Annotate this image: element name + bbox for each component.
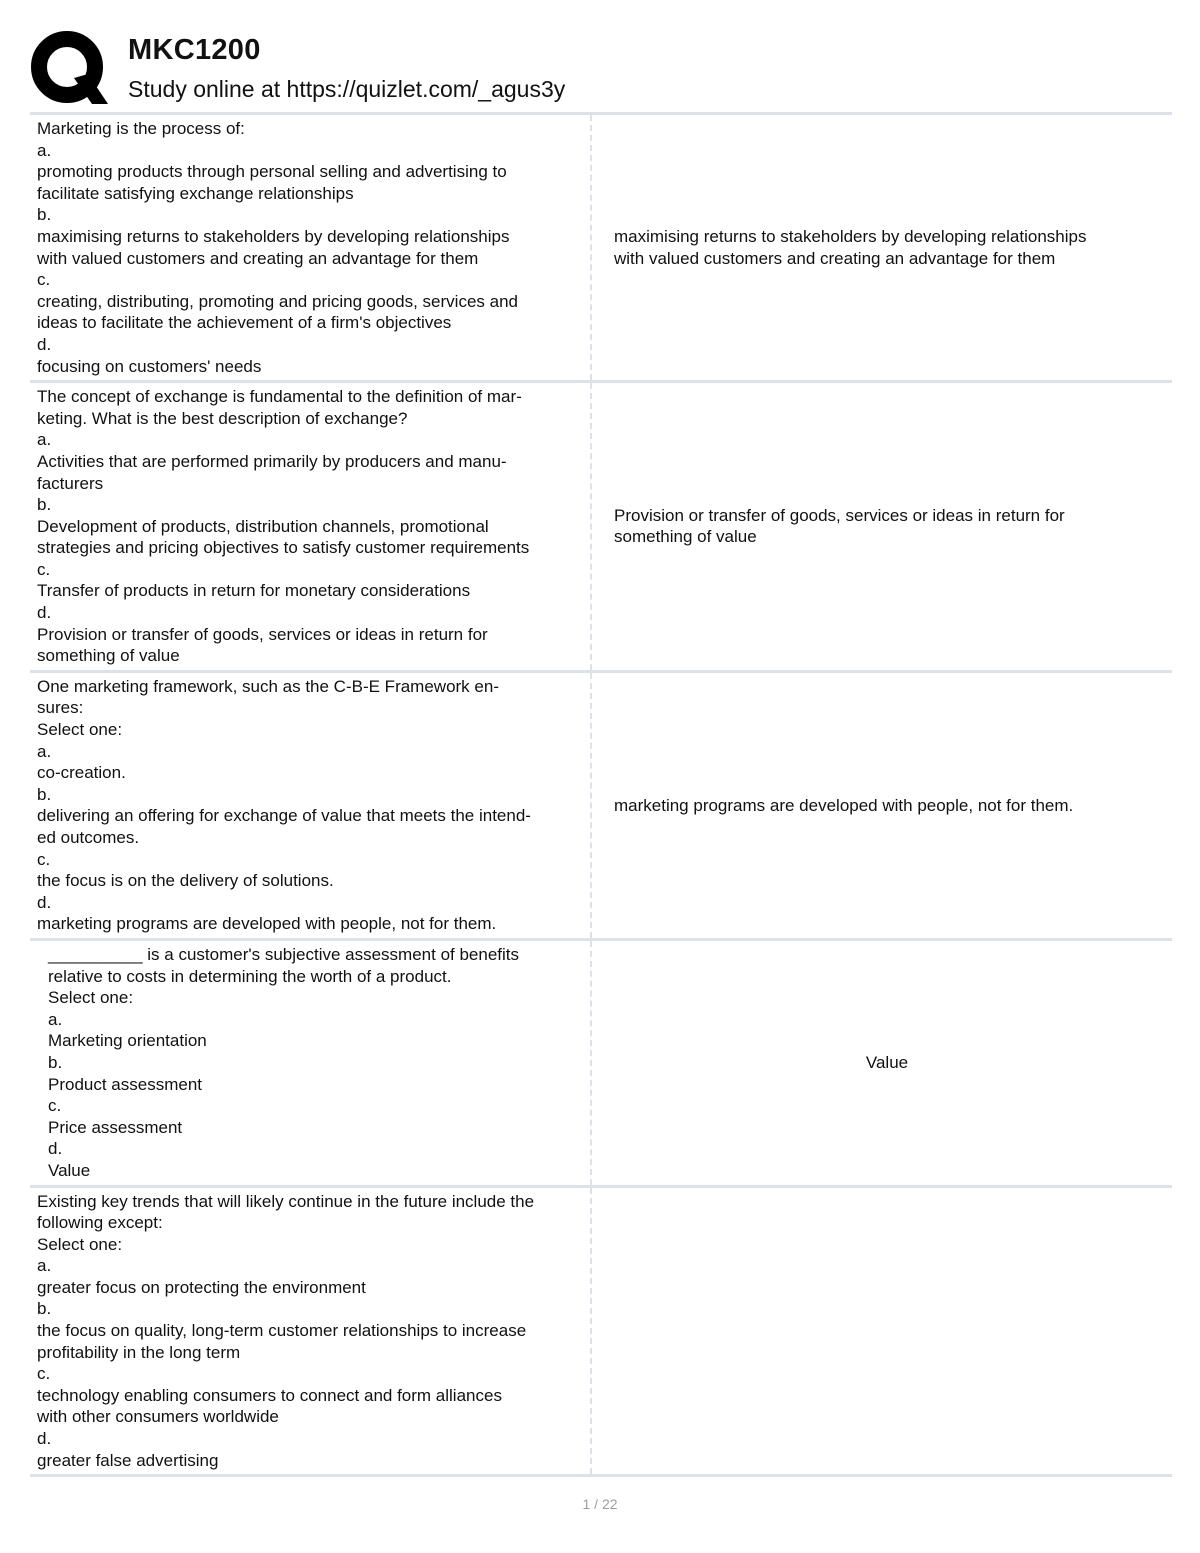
answer-cell [592,115,1172,380]
question-line: Product assessment [48,1074,203,1094]
question-line: b. [37,495,52,515]
question-line: with valued customers and creating an advantage for them [37,248,479,268]
answer-line: maximising returns to stakeholders by developing relationships [614,226,1087,246]
question-line: Select one: [37,720,123,740]
question-line: a. [37,140,52,160]
quizlet-logo-icon [30,30,108,108]
question-line: a. [48,1009,63,1029]
question-line: c. [37,270,51,290]
question-line: marketing programs are developed with people, not for them. [37,914,497,934]
page-indicator: 1 / 22 [582,1496,618,1512]
question-line: greater false advertising [37,1450,219,1470]
question-line: Activities that are performed primarily by producers and manu- [37,451,507,471]
question-line: strategies and pricing objectives to satisfy customer requirements [37,538,530,558]
question-line: delivering an offering for exchange of value that meets the intend- [37,806,531,826]
question-line: One marketing framework, such as the C-B-E Framework en- [37,676,499,696]
flashcard-table [30,112,1172,1477]
document-title: MKC1200 [128,34,261,66]
question-line: facilitate satisfying exchange relationships [37,183,354,203]
flashcard-row [30,941,1172,1188]
question-line: d. [37,892,52,912]
question-line: a. [37,430,52,450]
question-line: The concept of exchange is fundamental to the definition of mar- [37,387,522,407]
question-line: d. [37,603,52,623]
question-cell [30,115,592,380]
question-line: with other consumers worldwide [37,1407,279,1427]
document-header [30,30,1172,110]
answer-cell [592,1188,1172,1475]
study-online-link-text: Study online at https://quizlet.com/_agus3y [128,76,566,102]
question-line: a. [37,1256,52,1276]
question-line: Price assessment [48,1117,183,1137]
question-cell [30,673,592,938]
flashcard-row [30,383,1172,673]
question-line: Select one: [37,1234,123,1254]
question-line: something of value [37,646,180,666]
question-line: ideas to facilitate the achievement of a firm's objectives [37,313,452,333]
question-line: Existing key trends that will likely continue in the future include the [37,1191,535,1211]
question-line: sures: [37,698,84,718]
question-line: d. [37,334,52,354]
question-line: Value [48,1160,91,1180]
question-cell [30,383,592,670]
flashcard-row [30,673,1172,941]
flashcard-row [30,1188,1172,1478]
question-line: Provision or transfer of goods, services or ideas in return for [37,624,488,644]
question-line: b. [48,1052,63,1072]
question-line: c. [37,559,51,579]
answer-line: something of value [614,527,757,547]
question-line: b. [37,1299,52,1319]
answer-cell [592,941,1172,1185]
question-cell [30,1188,592,1475]
question-line: Development of products, distribution channels, promotional [37,516,489,536]
answer-line: with valued customers and creating an advantage for them [614,248,1056,268]
question-line: Marketing is the process of: [37,119,245,138]
question-line: Marketing orientation [48,1031,207,1051]
flashcard-row [30,115,1172,383]
question-line: profitability in the long term [37,1342,241,1362]
question-line: c. [37,849,51,869]
question-line: Transfer of products in return for monetary considerations [37,581,471,601]
answer-cell [592,383,1172,670]
answer-line: Value [865,1052,909,1072]
question-line: relative to costs in determining the worth of a product. [48,966,452,986]
question-line: d. [48,1139,63,1159]
question-line: co-creation. [37,763,126,783]
question-line: b. [37,205,52,225]
question-line: focusing on customers' needs [37,356,262,376]
question-line: keting. What is the best description of exchange? [37,408,408,428]
question-line: creating, distributing, promoting and pricing goods, services and [37,291,518,311]
answer-cell [592,673,1172,938]
question-line: promoting products through personal selling and advertising to [37,162,507,182]
question-line: ed outcomes. [37,828,140,847]
question-line: following except: [37,1213,163,1233]
question-line: greater focus on protecting the environment [37,1277,366,1297]
question-line: facturers [37,473,104,493]
question-line: b. [37,784,52,804]
answer-line: Provision or transfer of goods, services or ideas in return for [614,505,1065,525]
question-line: technology enabling consumers to connect and form alliances [37,1385,502,1405]
question-line: the focus is on the delivery of solutions. [37,871,334,891]
question-line: the focus on quality, long-term customer relationships to increase [37,1321,527,1341]
question-line: maximising returns to stakeholders by developing relationships [37,226,510,246]
question-line: a. [37,741,52,761]
question-line: __________ is a customer's subjective assessment of benefits [48,944,520,964]
question-line: c. [37,1364,51,1384]
question-cell [30,941,592,1185]
question-line: c. [48,1096,62,1116]
answer-line: marketing programs are developed with people, not for them. [614,795,1074,815]
question-line: Select one: [48,988,134,1008]
question-line: d. [37,1429,52,1449]
